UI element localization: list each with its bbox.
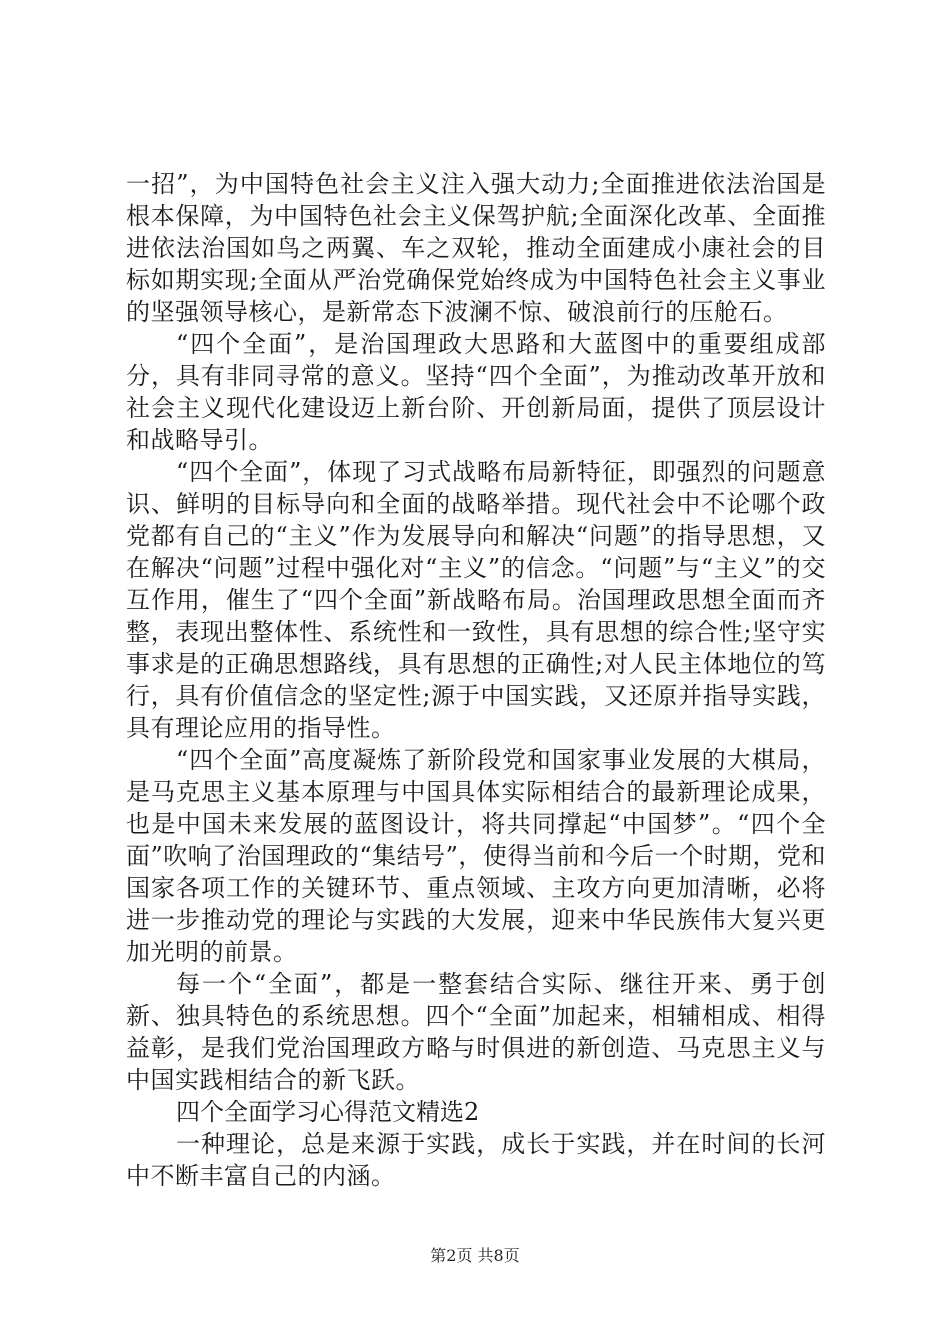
paragraph-2: “四个全面”，是治国理政大思路和大蓝图中的重要组成部分，具有非同寻常的意义。坚持“四个全面”，为推动改革开放和社会主义现代化建设迈上新台阶、开创新局面，提供了顶层设计和战略导引。 — [126, 330, 826, 454]
paragraph-5: 每一个“全面”，都是一整套结合实际、继往开来、勇于创新、独具特色的系统思想。四个“全面”加起来，相辅相成、相得益彰，是我们党治国理政方略与时俱进的新创造、马克思主义与中国实践相结合的新飞跃。 — [126, 970, 826, 1094]
document-body — [126, 168, 826, 1192]
page-number-footer: 第2页 共8页 — [430, 1246, 520, 1265]
paragraph-4: “四个全面”高度凝炼了新阶段党和国家事业发展的大棋局，是马克思主义基本原理与中国具体实际相结合的最新理论成果，也是中国未来发展的蓝图设计，将共同撑起“中国梦”。“四个全面”吹响了治国理政的“集结号”，使得当前和今后一个时期，党和国家各项工作的关键环节、重点领域、主攻方向更加清晰，必将进一步推动党的理论与实践的大发展，迎来中华民族伟大复兴更加光明的前景。 — [126, 746, 826, 966]
paragraph-1: 一招”，为中国特色社会主义注入强大动力;全面推进依法治国是根本保障，为中国特色社会主义保驾护航;全面深化改革、全面推进依法治国如鸟之两翼、车之双轮，推动全面建成小康社会的目标如期实现;全面从严治党确保党始终成为中国特色社会主义事业的坚强领导核心，是新常态下波澜不惊、破浪前行的压舱石。 — [126, 170, 826, 326]
paragraph-6: 一种理论，总是来源于实践，成长于实践，并在时间的长河中不断丰富自己的内涵。 — [126, 1130, 826, 1190]
paragraph-3: “四个全面”，体现了习式战略布局新特征，即强烈的问题意识、鲜明的目标导向和全面的战略举措。现代社会中不论哪个政党都有自己的“主义”作为发展导向和解决“问题”的指导思想，又在解决“问题”过程中强化对“主义”的信念。“问题”与“主义”的交互作用，催生了“四个全面”新战略布局。治国理政思想全面而齐整，表现出整体性、系统性和一致性，具有思想的综合性;坚守实事求是的正确思想路线，具有思想的正确性;对人民主体地位的笃行，具有价值信念的坚定性;源于中国实践，又还原并指导实践，具有理论应用的指导性。 — [126, 458, 826, 742]
section-subheading: 四个全面学习心得范文精选2 — [176, 1098, 480, 1126]
